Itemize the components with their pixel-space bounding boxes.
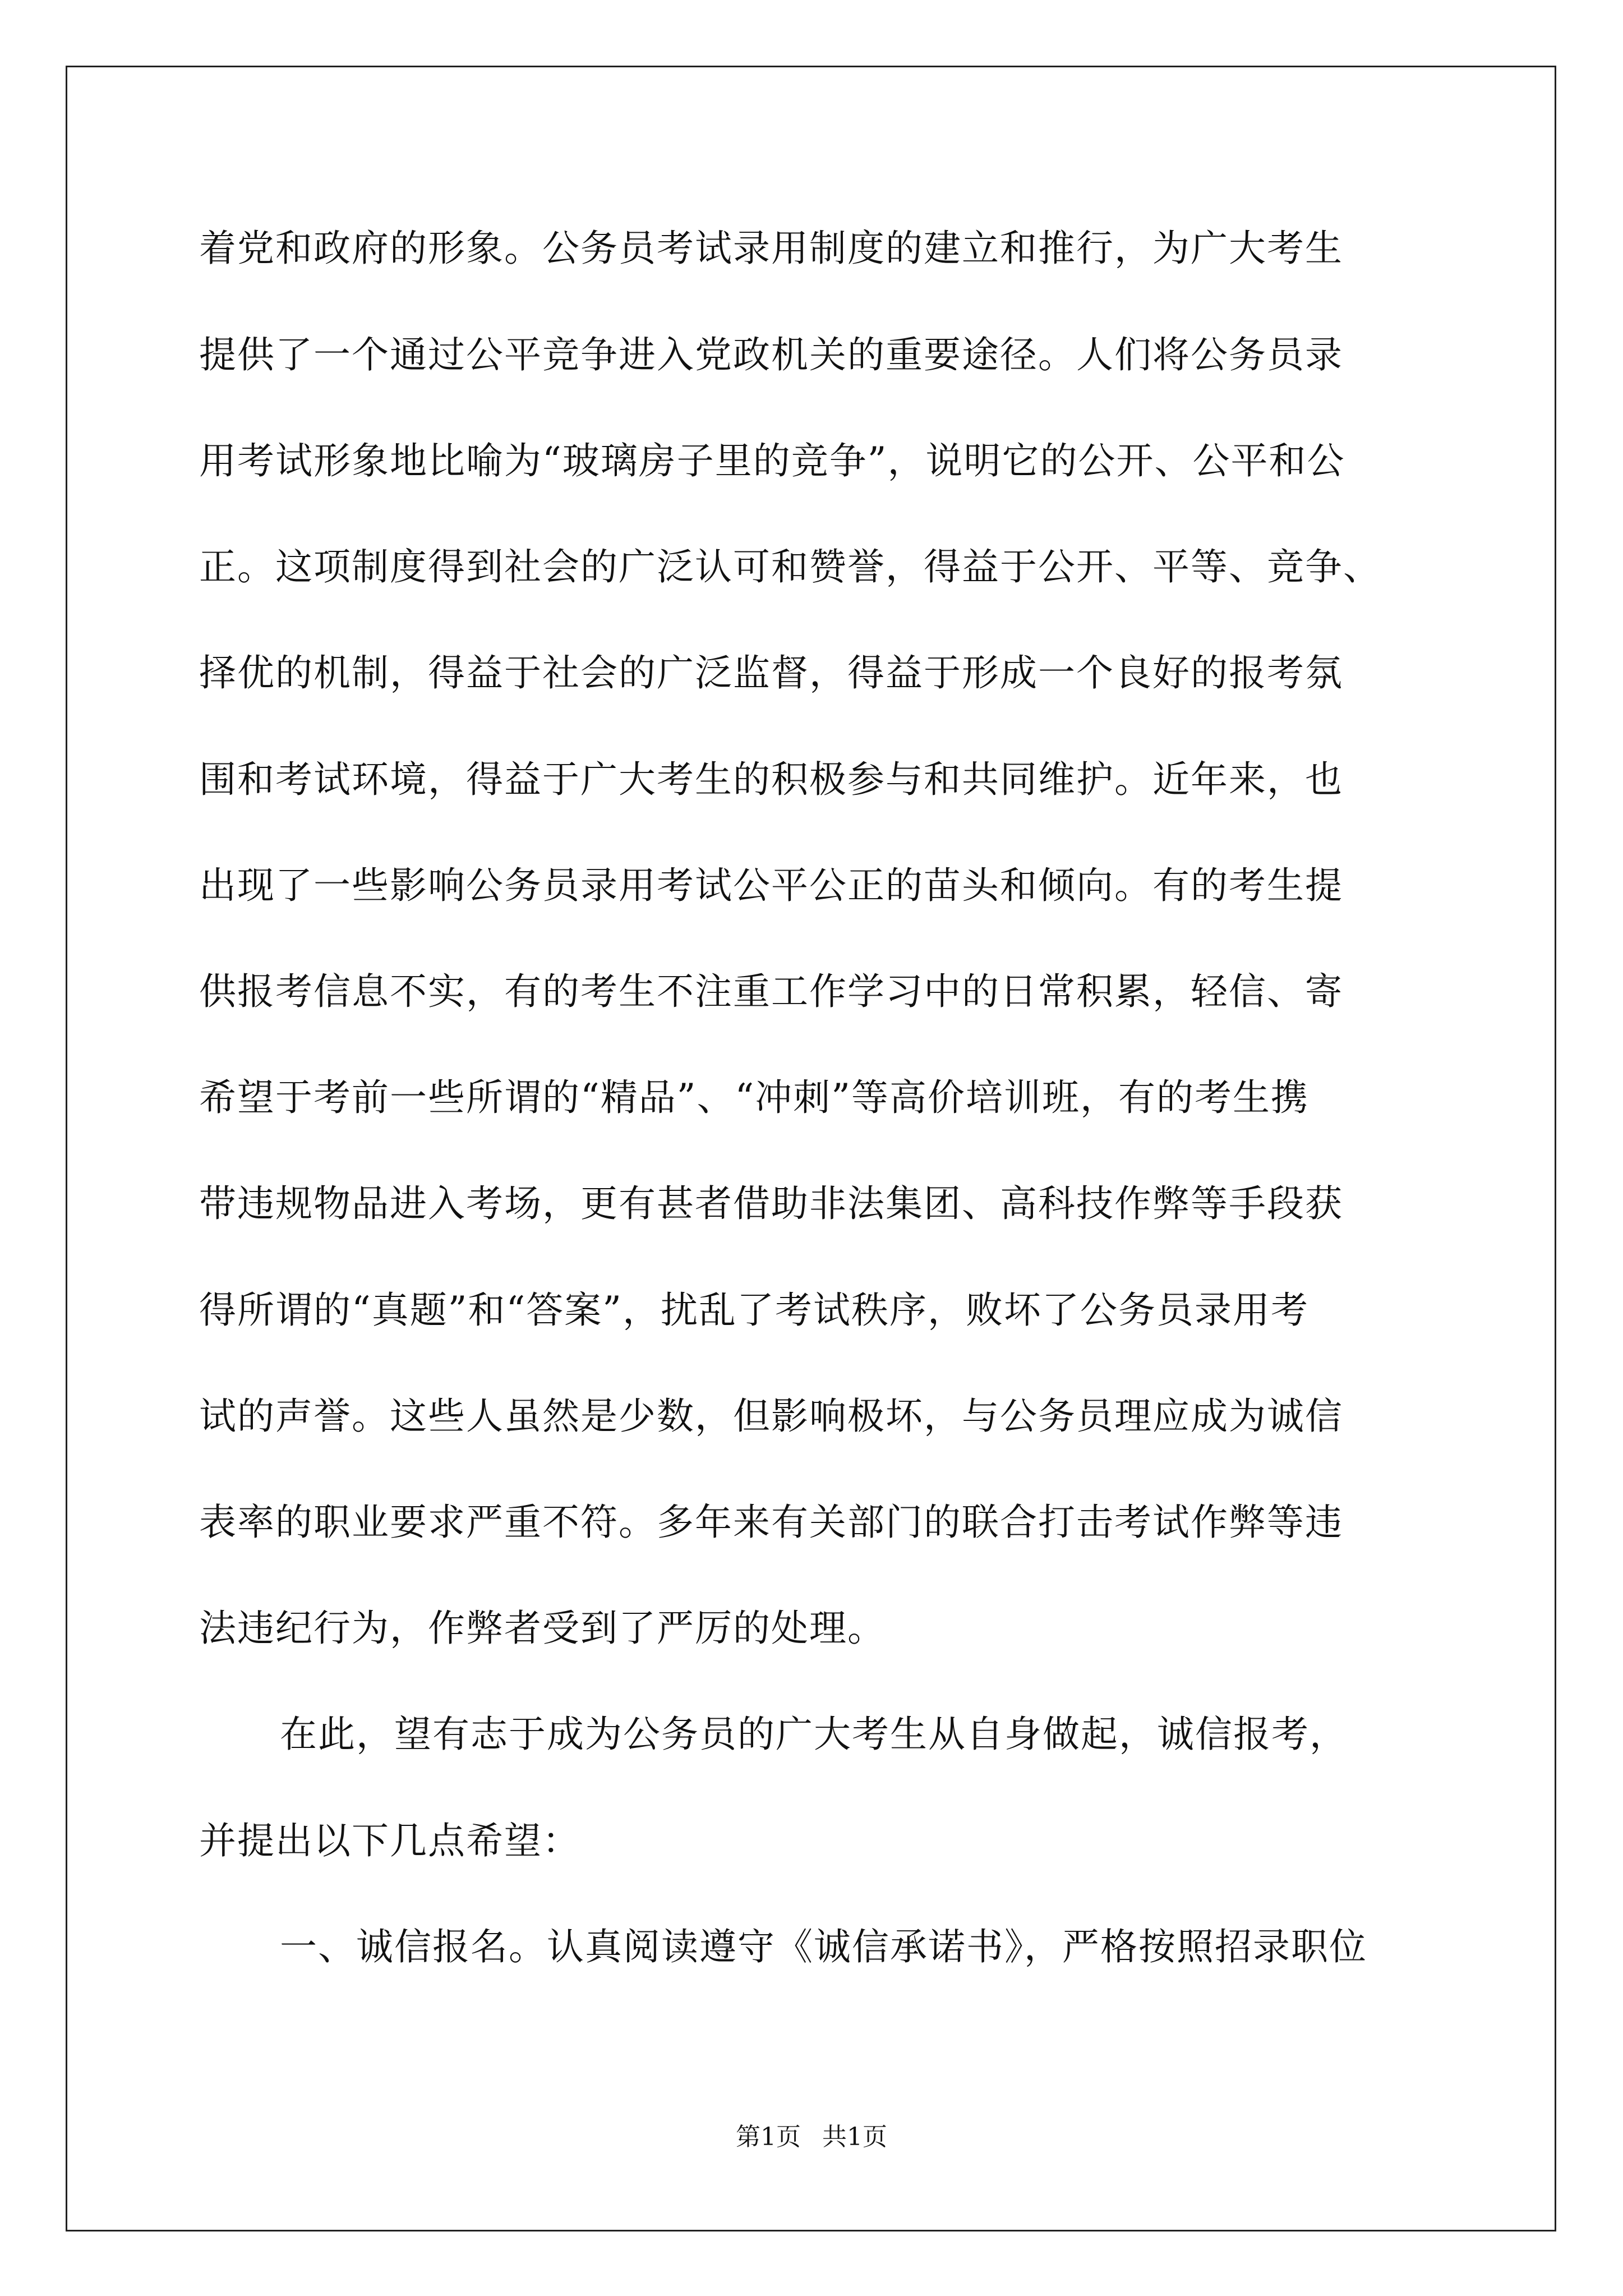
text-line: 希望于考前一些所谓的“精品”、“冲刺”等高价培训班，有的考生携 bbox=[199, 1076, 1309, 1119]
text-line: 并提出以下几点希望： bbox=[199, 1819, 580, 1862]
text-line: 供报考信息不实，有的考生不注重工作学习中的日常积累，轻信、寄 bbox=[199, 970, 1343, 1013]
text-line: 试的声誉。这些人虽然是少数，但影响极坏，与公务员理应成为诚信 bbox=[199, 1395, 1343, 1438]
text-line: 法违纪行为，作弊者受到了严厉的处理。 bbox=[199, 1607, 886, 1650]
page-number-current: 第1页 bbox=[736, 2123, 801, 2151]
text-line: 围和考试环境，得益于广大考生的积极参与和共同维护。近年来，也 bbox=[199, 758, 1343, 801]
text-line: 一、诚信报名。认真阅读遵守《诚信承诺书》，严格按照招录职位 bbox=[280, 1925, 1367, 1968]
text-line: 得所谓的“真题”和“答案”，扰乱了考试秩序，败坏了公务员录用考 bbox=[199, 1289, 1309, 1332]
text-line: 择优的机制，得益于社会的广泛监督，得益于形成一个良好的报考氛 bbox=[199, 651, 1343, 694]
text-line: 正。这项制度得到社会的广泛认可和赞誉，得益于公开、平等、竞争、 bbox=[199, 545, 1381, 588]
page-footer bbox=[0, 2120, 1623, 2154]
text-line: 提供了一个通过公平竞争进入党政机关的重要途径。人们将公务员录 bbox=[199, 333, 1343, 376]
page-border bbox=[66, 66, 1556, 2231]
text-line: 表率的职业要求严重不符。多年来有关部门的联合打击考试作弊等违 bbox=[199, 1501, 1343, 1544]
text-line: 在此，望有志于成为公务员的广大考生从自身做起，诚信报考， bbox=[280, 1713, 1348, 1756]
text-line: 出现了一些影响公务员录用考试公平公正的苗头和倾向。有的考生提 bbox=[199, 864, 1343, 907]
page-number-total: 共1页 bbox=[822, 2123, 887, 2151]
text-line: 用考试形象地比喻为“玻璃房子里的竞争”，说明它的公开、公平和公 bbox=[199, 439, 1345, 482]
text-line: 带违规物品进入考场，更有甚者借助非法集团、高科技作弊等手段获 bbox=[199, 1182, 1343, 1225]
text-line: 着党和政府的形象。公务员考试录用制度的建立和推行，为广大考生 bbox=[199, 227, 1343, 270]
